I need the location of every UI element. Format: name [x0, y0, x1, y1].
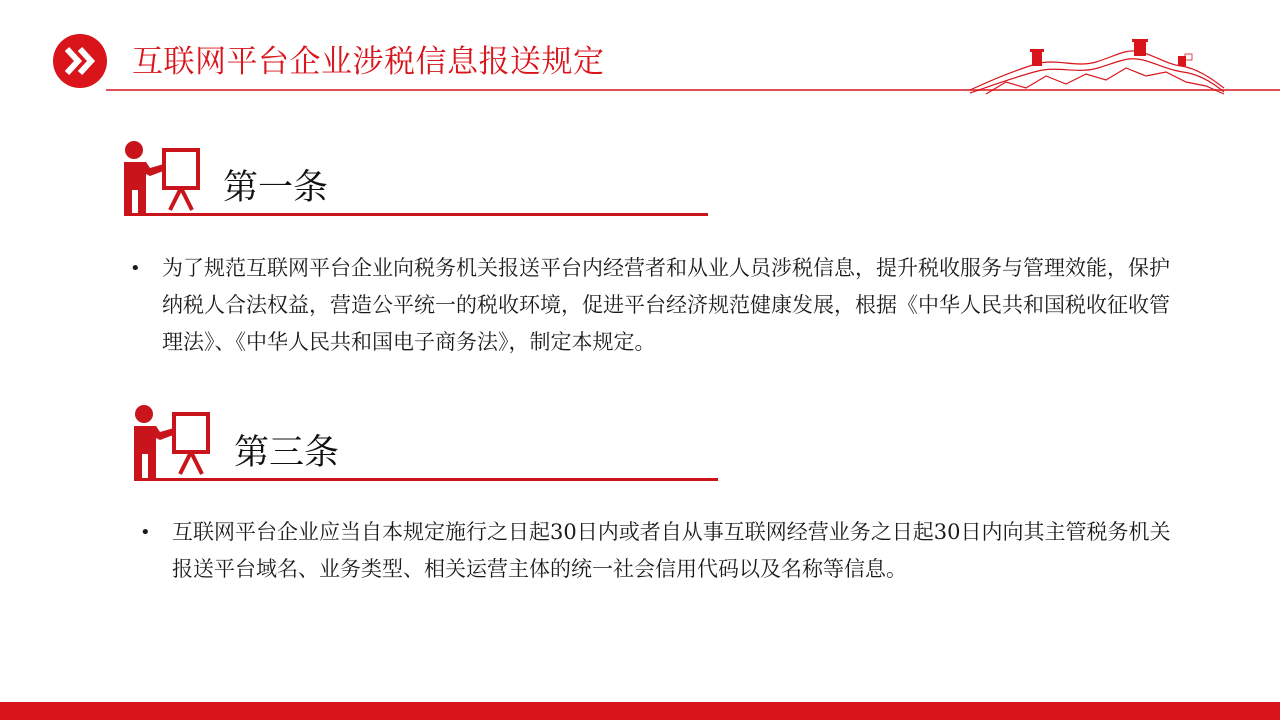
section-divider-2	[134, 478, 718, 481]
presenter-board-icon	[120, 140, 204, 216]
great-wall-icon	[966, 38, 1228, 96]
bullet-icon: •	[130, 258, 141, 279]
footer-bar	[0, 702, 1280, 720]
paragraph-text: 为了规范互联网平台企业向税务机关报送平台内经营者和从业人员涉税信息，提升税收服务与管理效能，保护纳税人合法权益，营造公平统一的税收环境，促进平台经济规范健康发展，根据《中华人民共和国税收征收管理法》、《中华人民共和国电子商务法》，制定本规定。	[162, 256, 1170, 354]
bullet-icon: •	[140, 522, 151, 543]
section-paragraph-1	[130, 250, 1177, 361]
double-chevron-icon	[52, 33, 108, 89]
section-title-1: 第一条	[223, 168, 329, 208]
presenter-board-icon	[130, 404, 214, 480]
section-title-2: 第三条	[234, 433, 340, 473]
section-paragraph-2	[140, 514, 1187, 588]
page-title: 互联网平台企业涉税信息报送规定	[132, 44, 605, 80]
paragraph-text: 互联网平台企业应当自本规定施行之日起30日内或者自从事互联网经营业务之日起30日内向其主管税务机关报送平台域名、业务类型、相关运营主体的统一社会信用代码以及名称等信息。	[172, 520, 1171, 581]
section-divider-1	[124, 213, 708, 216]
